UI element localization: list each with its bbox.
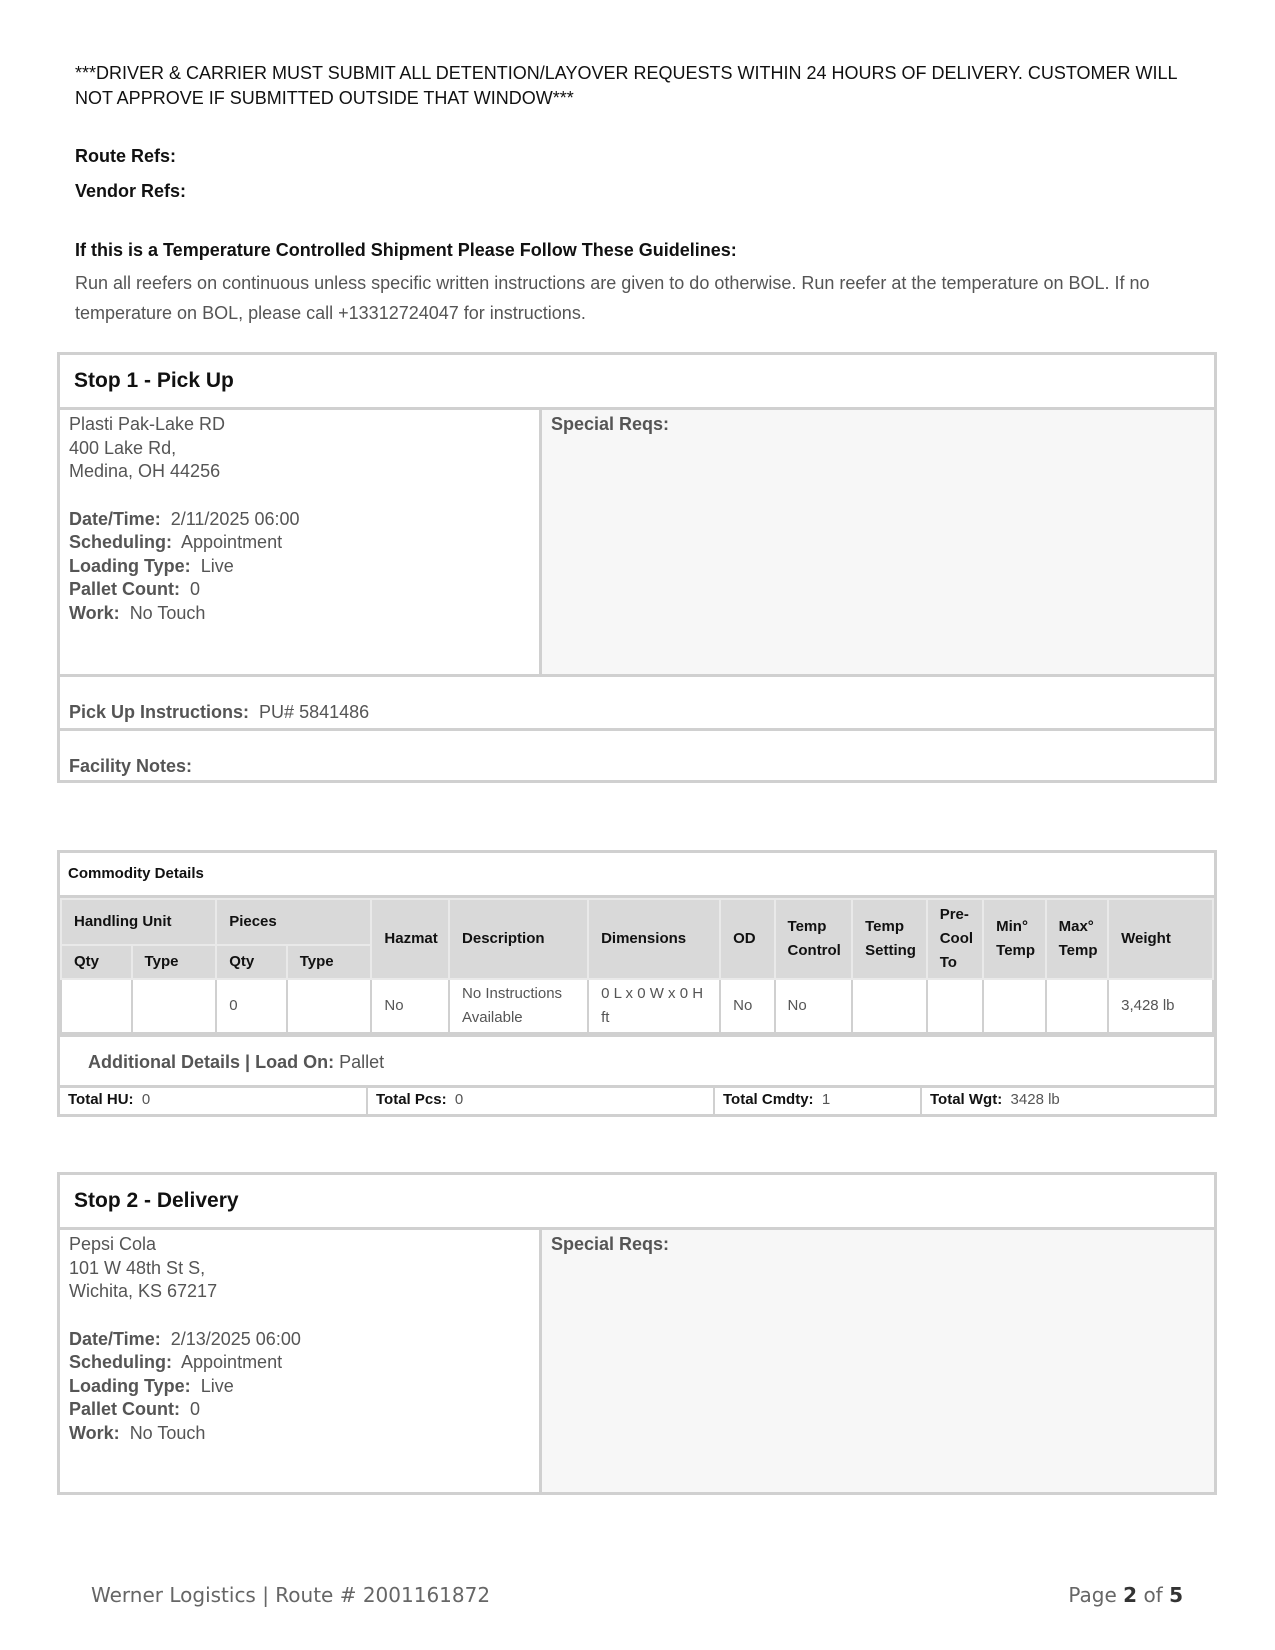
special-reqs-label: Special Reqs: (551, 414, 670, 434)
header-hu-type: Type (132, 945, 217, 979)
datetime-label: Date/Time: (69, 508, 161, 529)
stop-2-address-block (60, 1230, 542, 1492)
stop-1-pickup-instructions (60, 674, 1214, 728)
stop-2-special-reqs (542, 1230, 1214, 1492)
cell-pcs-qty: 0 (216, 979, 287, 1033)
total-pcs-label: Total Pcs: (376, 1091, 447, 1108)
page-current: 2 (1123, 1583, 1138, 1607)
cell-pcs-type (287, 979, 372, 1033)
loading-type-value: Live (200, 1375, 234, 1396)
datetime-value: 2/13/2025 06:00 (170, 1328, 301, 1349)
header-dimensions: Dimensions (588, 899, 720, 979)
table-row (61, 979, 1213, 1033)
total-cmdty (715, 1088, 922, 1114)
header-weight: Weight (1108, 899, 1213, 979)
pallet-count-label: Pallet Count: (69, 579, 180, 599)
work-value: No Touch (129, 1422, 206, 1443)
stop-1-facility-notes (60, 728, 1214, 780)
stop-2-scheduling (69, 1351, 530, 1375)
datetime-label: Date/Time: (69, 1328, 161, 1349)
work-label: Work: (69, 1422, 120, 1443)
stop-2-pallet-count (69, 1398, 530, 1422)
cell-description: No Instructions Available (449, 979, 588, 1033)
stop-2-datetime (69, 1328, 530, 1352)
total-hu-value: 0 (141, 1091, 151, 1108)
datetime-value: 2/11/2025 06:00 (170, 508, 300, 529)
temp-guidelines-heading: If this is a Temperature Controlled Shipment Please Follow These Guidelines: (75, 240, 737, 260)
total-wgt-value: 3428 lb (1010, 1091, 1060, 1108)
stop-1-card (57, 352, 1217, 783)
cell-hazmat: No (371, 979, 449, 1033)
total-wgt (922, 1088, 1214, 1114)
special-reqs-label: Special Reqs: (551, 1234, 670, 1254)
scheduling-value: Appointment (181, 1352, 283, 1372)
stop-1-address-block (60, 410, 542, 674)
header-od: OD (720, 899, 774, 979)
page-word: Page (1068, 1583, 1117, 1607)
stop-2-title: Stop 2 - Delivery (60, 1175, 1214, 1230)
cell-weight: 3,428 lb (1108, 979, 1213, 1033)
pallet-count-value: 0 (190, 579, 201, 599)
stop-2-street: 101 W 48th St S, (69, 1257, 206, 1278)
cell-dimensions: 0 L x 0 W x 0 H ft (588, 979, 720, 1033)
stop-1-name: Plasti Pak-Lake RD (69, 414, 226, 434)
scheduling-value: Appointment (181, 532, 283, 552)
commodity-table (60, 898, 1214, 1034)
vendor-refs-label: Vendor Refs: (75, 181, 187, 201)
loading-type-label: Loading Type: (69, 1375, 191, 1396)
pickup-instructions-value: PU# 5841486 (259, 702, 370, 722)
load-on-value: Pallet (339, 1052, 385, 1072)
total-hu-label: Total HU: (68, 1091, 134, 1108)
header-temp-setting: Temp Setting (852, 899, 927, 979)
stop-2-work (69, 1422, 530, 1446)
load-on-label: Load On: (255, 1052, 335, 1072)
page-of: of (1143, 1583, 1163, 1607)
stop-2-loading-type (69, 1375, 530, 1399)
page-total: 5 (1169, 1583, 1183, 1607)
footer-route-info: Werner Logistics | Route # 2001161872 (91, 1583, 491, 1607)
header-handling-unit: Handling Unit (61, 899, 216, 945)
detention-notice: ***DRIVER & CARRIER MUST SUBMIT ALL DETENTION/LAYOVER REQUESTS WITHIN 24 HOURS OF DELIVERY. CUSTOMER WILL NOT APPROVE IF SUBMITTED OUTSIDE THAT WINDOW*** (75, 63, 1177, 108)
stop-1-datetime (69, 508, 530, 532)
stop-1-work (69, 602, 530, 626)
footer-page-number (1068, 1583, 1183, 1607)
additional-details-row (60, 1034, 1214, 1088)
cell-temp-control: No (775, 979, 853, 1033)
stop-1-title: Stop 1 - Pick Up (60, 355, 1214, 410)
facility-notes-label: Facility Notes: (69, 756, 193, 776)
header-pcs-qty: Qty (216, 945, 287, 979)
cell-max-temp (1046, 979, 1108, 1033)
stop-1-scheduling (69, 531, 530, 555)
total-pcs (368, 1088, 715, 1114)
commodity-details-title: Commodity Details (60, 853, 1214, 898)
header-pcs-type: Type (287, 945, 372, 979)
stop-1-special-reqs (542, 410, 1214, 674)
cell-temp-setting (852, 979, 927, 1033)
header-hazmat: Hazmat (371, 899, 449, 979)
total-hu (60, 1088, 368, 1114)
stop-1-city: Medina, OH 44256 (69, 461, 221, 481)
cell-hu-type (132, 979, 217, 1033)
separator: | (245, 1052, 251, 1072)
scheduling-label: Scheduling: (69, 532, 172, 552)
header-max-temp: Max° Temp (1046, 899, 1108, 979)
header-pieces: Pieces (216, 899, 371, 945)
route-refs-label: Route Refs: (75, 146, 177, 166)
total-wgt-label: Total Wgt: (930, 1091, 1003, 1108)
header-description: Description (449, 899, 588, 979)
stop-2-city: Wichita, KS 67217 (69, 1281, 218, 1301)
loading-type-label: Loading Type: (69, 555, 191, 576)
stop-1-street: 400 Lake Rd, (69, 437, 177, 458)
header-temp-control: Temp Control (775, 899, 853, 979)
additional-details-label: Additional Details (88, 1052, 241, 1072)
cell-od: No (720, 979, 774, 1033)
stop-1-loading-type (69, 555, 530, 579)
pallet-count-label: Pallet Count: (69, 1399, 180, 1419)
scheduling-label: Scheduling: (69, 1352, 172, 1372)
cell-min-temp (983, 979, 1045, 1033)
total-cmdty-label: Total Cmdty: (723, 1091, 814, 1108)
header-min-temp: Min° Temp (983, 899, 1045, 979)
commodity-details-card (57, 850, 1217, 1117)
cell-pre-cool (927, 979, 983, 1033)
pallet-count-value: 0 (190, 1399, 201, 1419)
total-pcs-value: 0 (454, 1091, 464, 1108)
commodity-totals (60, 1088, 1214, 1114)
work-value: No Touch (129, 602, 206, 623)
pickup-instructions-label: Pick Up Instructions: (69, 702, 250, 722)
cell-hu-qty (61, 979, 132, 1033)
header-hu-qty: Qty (61, 945, 132, 979)
stop-2-name: Pepsi Cola (69, 1234, 157, 1254)
work-label: Work: (69, 602, 120, 623)
stop-2-card (57, 1172, 1217, 1495)
temp-guidelines-text: Run all reefers on continuous unless specific written instructions are given to do otherwise. Run reefer at the temperature on BOL. If no temperature on BOL, please call +13312724047 for instructions. (75, 273, 1150, 323)
header-pre-cool: Pre-Cool To (927, 899, 983, 979)
loading-type-value: Live (200, 555, 234, 576)
total-cmdty-value: 1 (821, 1091, 831, 1108)
stop-1-pallet-count (69, 578, 530, 602)
